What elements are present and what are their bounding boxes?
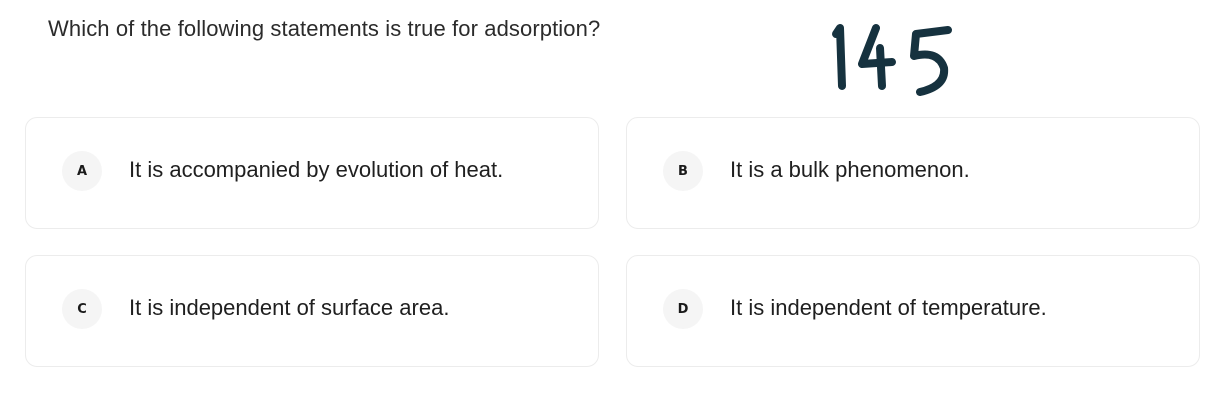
option-letter-badge: B [663, 151, 703, 191]
option-letter-badge: D [663, 289, 703, 329]
option-text: It is accompanied by evolution of heat. [129, 157, 504, 182]
handwritten-number [826, 14, 956, 96]
question-text: Which of the following statements is true for adsorption? [48, 16, 601, 41]
option-a[interactable] [25, 117, 599, 229]
option-b[interactable] [626, 117, 1200, 229]
option-text: It is a bulk phenomenon. [730, 157, 970, 182]
option-letter-badge: A [62, 151, 102, 191]
option-c[interactable] [25, 255, 599, 367]
option-d[interactable] [626, 255, 1200, 367]
option-text: It is independent of temperature. [730, 295, 1047, 320]
option-text: It is independent of surface area. [129, 295, 450, 320]
option-letter-badge: C [62, 289, 102, 329]
